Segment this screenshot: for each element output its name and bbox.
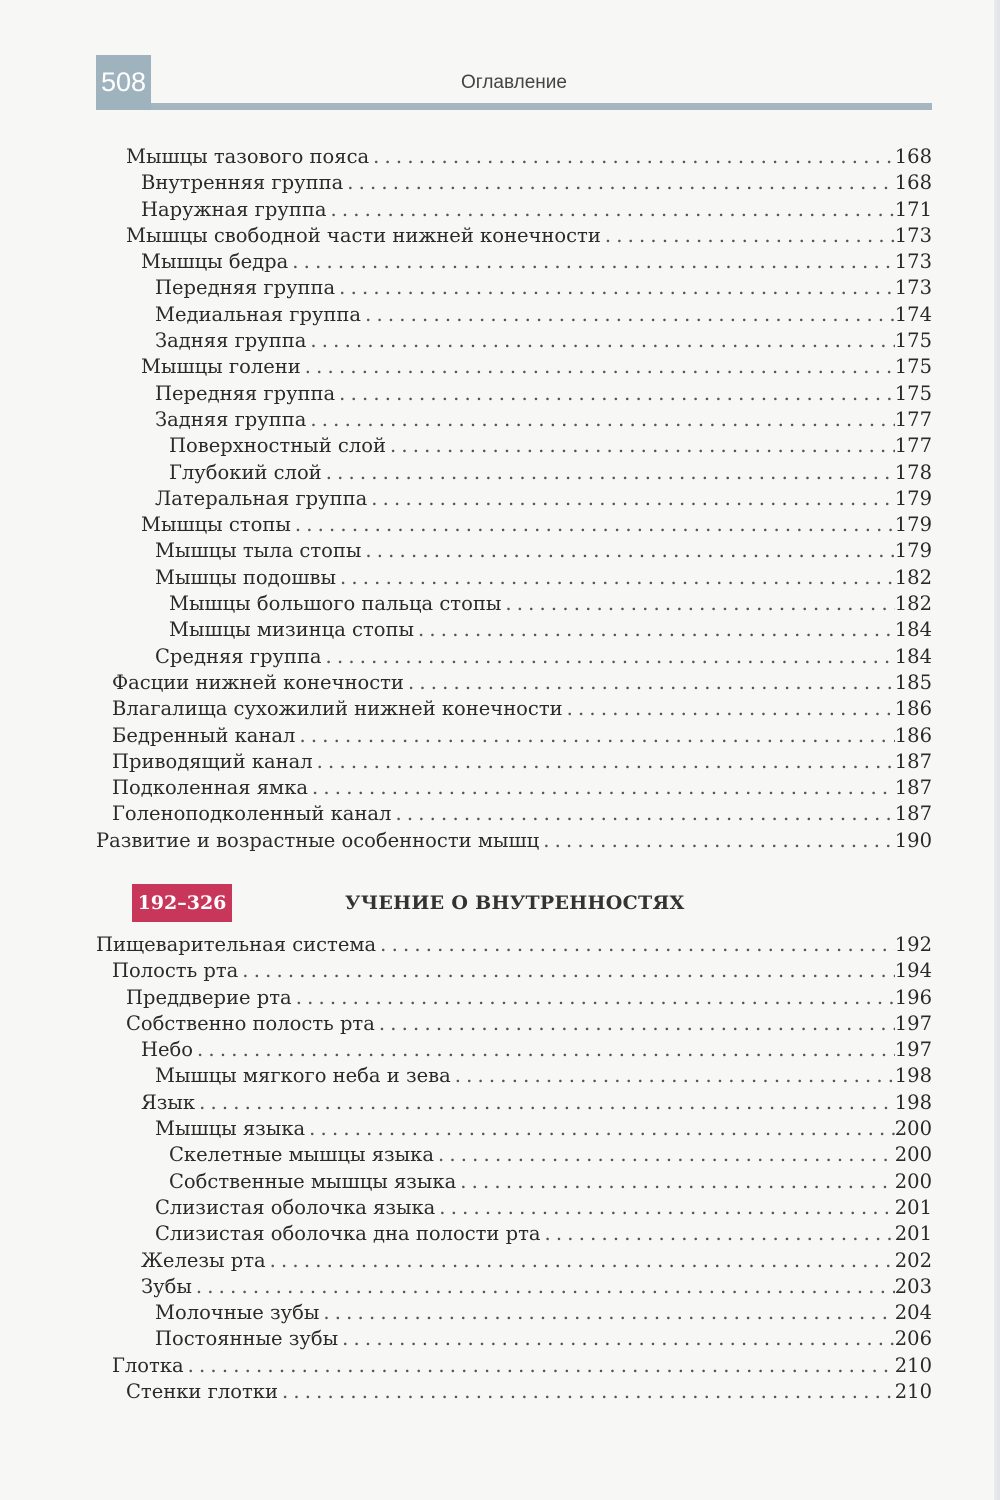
toc-entry-title: Мышцы мизинца стопы xyxy=(169,618,414,642)
toc-entry[interactable] xyxy=(96,723,932,749)
toc-entry[interactable] xyxy=(96,1326,932,1352)
toc-entry-page: 192 xyxy=(894,933,932,956)
toc-entry-title: Наружная группа xyxy=(141,197,327,221)
toc-entry[interactable] xyxy=(96,381,932,407)
toc-entry-title: Передняя группа xyxy=(155,276,336,300)
dot-leader xyxy=(367,486,895,512)
toc-entry-title: Мышцы бедра xyxy=(141,250,289,274)
toc-entry[interactable] xyxy=(96,696,932,722)
toc-entry[interactable] xyxy=(96,1142,932,1168)
dot-leader xyxy=(338,1326,895,1352)
dot-leader xyxy=(313,749,895,775)
dot-leader xyxy=(193,1037,895,1063)
toc-entry-page: 177 xyxy=(894,407,932,431)
toc-entry[interactable] xyxy=(96,1221,932,1247)
dot-leader xyxy=(456,1169,895,1195)
dot-leader xyxy=(391,801,894,827)
toc-entry[interactable] xyxy=(96,223,932,249)
dot-leader xyxy=(343,170,895,196)
toc-entry-page: 198 xyxy=(894,1090,932,1114)
toc-entry-page: 182 xyxy=(894,592,932,616)
toc-entry-page: 187 xyxy=(894,802,932,826)
toc-entry-title: Приводящий канал xyxy=(112,749,313,773)
toc-entry[interactable] xyxy=(96,1195,932,1221)
toc-entry-page: 198 xyxy=(894,1064,932,1088)
dot-leader xyxy=(319,1300,894,1326)
dot-leader xyxy=(376,932,895,958)
dot-leader xyxy=(601,223,895,249)
toc-entry-title: Голеноподколенный канал xyxy=(112,802,392,826)
toc-entry-page: 190 xyxy=(894,828,932,852)
toc-entry-title: Собственные мышцы языка xyxy=(169,1169,457,1193)
toc-entry-page: 187 xyxy=(894,776,932,800)
dot-leader xyxy=(539,828,895,854)
toc-entry-page: 210 xyxy=(894,1380,932,1404)
toc-entry-page: 171 xyxy=(894,197,932,221)
toc-entry-page: 200 xyxy=(894,1143,932,1167)
dot-leader xyxy=(563,696,895,722)
toc-entry-page: 175 xyxy=(894,381,932,405)
toc-entry[interactable] xyxy=(96,1063,932,1089)
toc-entry-title: Скелетные мышцы языка xyxy=(169,1143,434,1167)
dot-leader xyxy=(306,407,894,433)
toc-entry-title: Глотка xyxy=(112,1353,184,1377)
toc-entry-page: 200 xyxy=(894,1117,932,1141)
page-header xyxy=(96,55,932,110)
toc-entry[interactable] xyxy=(96,985,932,1011)
toc-entry-title: Мышцы голени xyxy=(141,355,301,379)
toc-entry-page: 197 xyxy=(894,1038,932,1062)
section-heading xyxy=(132,884,932,922)
toc-entry[interactable] xyxy=(96,1353,932,1379)
toc-entry-title: Мышцы тыла стопы xyxy=(155,539,362,563)
dot-leader xyxy=(322,644,895,670)
toc-entry[interactable] xyxy=(96,538,932,564)
dot-leader xyxy=(238,958,894,984)
toc-entry-page: 179 xyxy=(894,513,932,537)
toc-entry[interactable] xyxy=(96,433,932,459)
toc-entry-title: Преддверие рта xyxy=(126,985,292,1009)
dot-leader xyxy=(322,460,895,486)
toc-entry-title: Полость рта xyxy=(112,959,239,983)
toc-entry-page: 201 xyxy=(894,1222,932,1246)
toc-entry-title: Небо xyxy=(141,1038,194,1062)
toc-entry-title: Мышцы большого пальца стопы xyxy=(169,592,502,616)
toc-entry[interactable] xyxy=(96,249,932,275)
dot-leader xyxy=(451,1063,895,1089)
toc-entry-title: Мышцы стопы xyxy=(141,513,291,537)
section-title: УЧЕНИЕ О ВНУТРЕННОСТЯХ xyxy=(345,892,685,914)
toc-entry-title: Язык xyxy=(141,1090,196,1114)
dot-leader xyxy=(292,985,895,1011)
toc-entry-title: Внутренняя группа xyxy=(141,171,344,195)
dot-leader xyxy=(501,591,894,617)
toc-entry[interactable] xyxy=(96,170,932,196)
toc-entry[interactable] xyxy=(96,354,932,380)
toc-entry[interactable] xyxy=(96,1037,932,1063)
toc-entry-page: 177 xyxy=(894,434,932,458)
toc-entry[interactable] xyxy=(96,644,932,670)
dot-leader xyxy=(361,538,894,564)
toc-entry[interactable] xyxy=(96,749,932,775)
toc-entry[interactable] xyxy=(96,197,932,223)
dot-leader xyxy=(435,1195,894,1221)
toc-entry-title: Задняя группа xyxy=(155,329,307,353)
dot-leader xyxy=(184,1353,895,1379)
dot-leader xyxy=(369,144,895,170)
toc-entry[interactable] xyxy=(96,144,932,170)
toc-entry-title: Мышцы языка xyxy=(155,1117,306,1141)
toc-entry-title: Железы рта xyxy=(141,1248,266,1272)
toc-entry-page: 179 xyxy=(894,539,932,563)
toc-entry-title: Развитие и возрастные особенности мышц xyxy=(96,828,540,852)
toc-entry[interactable] xyxy=(96,512,932,538)
toc-entry[interactable] xyxy=(96,1274,932,1300)
dot-leader xyxy=(335,275,895,301)
toc-entry-title: Передняя группа xyxy=(155,381,336,405)
dot-leader xyxy=(375,1011,895,1037)
toc-entry[interactable] xyxy=(96,328,932,354)
toc-entry[interactable] xyxy=(96,670,932,696)
toc-entry-page: 178 xyxy=(894,460,932,484)
dot-leader xyxy=(295,723,894,749)
toc-entry[interactable] xyxy=(96,275,932,301)
toc-entry-title: Средняя группа xyxy=(155,644,322,668)
toc-entry-title: Стенки глотки xyxy=(126,1380,278,1404)
toc-entry[interactable] xyxy=(96,775,932,801)
toc-entry-page: 168 xyxy=(894,145,932,168)
toc-entry[interactable] xyxy=(96,1116,932,1142)
toc-entry-page: 203 xyxy=(894,1274,932,1298)
dot-leader xyxy=(192,1274,895,1300)
toc-entry-page: 173 xyxy=(894,223,932,247)
toc-entry-page: 194 xyxy=(894,959,932,983)
toc-entry-title: Постоянные зубы xyxy=(155,1327,339,1351)
toc-entry[interactable] xyxy=(96,1248,932,1274)
toc-entry[interactable] xyxy=(96,302,932,328)
header-rule xyxy=(151,103,932,110)
toc-entry-page: 186 xyxy=(894,723,932,747)
toc-entry[interactable] xyxy=(96,1090,932,1116)
toc-list-muscles xyxy=(96,144,932,854)
dot-leader xyxy=(326,197,894,223)
toc-entry-title: Подколенная ямка xyxy=(112,776,309,800)
dot-leader xyxy=(404,670,895,696)
toc-entry[interactable] xyxy=(96,932,932,958)
dot-leader xyxy=(266,1248,895,1274)
toc-entry-page: 187 xyxy=(894,749,932,773)
dot-leader xyxy=(336,565,895,591)
toc-entry-page: 179 xyxy=(894,486,932,510)
toc-entry-title: Глубокий слой xyxy=(169,460,322,484)
toc-entry[interactable] xyxy=(96,486,932,512)
toc-entry-page: 173 xyxy=(894,276,932,300)
toc-entry-title: Поверхностный слой xyxy=(169,434,386,458)
toc-entry[interactable] xyxy=(96,617,932,643)
toc-entry-page: 197 xyxy=(894,1011,932,1035)
toc-entry-title: Фасции нижней конечности xyxy=(112,670,404,694)
toc-entry[interactable] xyxy=(96,1011,932,1037)
toc-entry-page: 210 xyxy=(894,1353,932,1377)
toc-entry-title: Бедренный канал xyxy=(112,723,296,747)
toc-entry-title: Молочные зубы xyxy=(155,1301,320,1325)
toc-entry-page: 173 xyxy=(894,250,932,274)
toc-entry-title: Слизистая оболочка языка xyxy=(155,1195,436,1219)
toc-entry-title: Мышцы тазового пояса xyxy=(126,145,370,168)
toc-entry-title: Мышцы подошвы xyxy=(155,565,336,589)
toc-entry-page: 204 xyxy=(894,1301,932,1325)
dot-leader xyxy=(361,302,895,328)
toc-entry-title: Мышцы мягкого неба и зева xyxy=(155,1064,451,1088)
toc-entry-page: 185 xyxy=(894,670,932,694)
toc-entry[interactable] xyxy=(96,958,932,984)
toc-entry[interactable] xyxy=(96,591,932,617)
dot-leader xyxy=(305,1116,895,1142)
dot-leader xyxy=(288,249,894,275)
toc-entry-page: 186 xyxy=(894,697,932,721)
dot-leader xyxy=(414,617,895,643)
toc-entry[interactable] xyxy=(96,1379,932,1405)
toc-entry-page: 200 xyxy=(894,1169,932,1193)
toc-entry-title: Пищеварительная система xyxy=(96,933,377,956)
dot-leader xyxy=(541,1221,895,1247)
dot-leader xyxy=(335,381,895,407)
toc-list-viscera xyxy=(96,932,932,1405)
section-page-range-badge: 192–326 xyxy=(132,884,232,922)
dot-leader xyxy=(306,328,894,354)
dot-leader xyxy=(386,433,895,459)
toc-entry-title: Зубы xyxy=(141,1274,192,1298)
toc-entry-page: 201 xyxy=(894,1195,932,1219)
toc-entry-title: Задняя группа xyxy=(155,407,307,431)
page-number: 508 xyxy=(96,55,151,110)
toc-entry-page: 206 xyxy=(894,1327,932,1351)
toc-entry-page: 184 xyxy=(894,618,932,642)
toc-entry[interactable] xyxy=(96,828,932,854)
dot-leader xyxy=(301,354,895,380)
running-title: Оглавление xyxy=(461,72,567,93)
toc-entry-title: Слизистая оболочка дна полости рта xyxy=(155,1222,541,1246)
toc-entry-page: 175 xyxy=(894,355,932,379)
toc-entry-page: 174 xyxy=(894,302,932,326)
toc-entry-page: 202 xyxy=(894,1248,932,1272)
toc-entry[interactable] xyxy=(96,1300,932,1326)
toc-entry-page: 175 xyxy=(894,329,932,353)
page-edge xyxy=(994,0,1000,1500)
dot-leader xyxy=(434,1142,895,1168)
toc-entry[interactable] xyxy=(96,565,932,591)
toc-entry-title: Латеральная группа xyxy=(155,486,368,510)
dot-leader xyxy=(291,512,895,538)
toc-entry[interactable] xyxy=(96,460,932,486)
toc-entry-title: Медиальная группа xyxy=(155,302,362,326)
toc-entry[interactable] xyxy=(96,407,932,433)
toc-entry-page: 196 xyxy=(894,985,932,1009)
toc-entry-title: Мышцы свободной части нижней конечности xyxy=(126,223,601,247)
toc-entry-title: Собственно полость рта xyxy=(126,1011,375,1035)
dot-leader xyxy=(308,775,895,801)
toc-entry-page: 184 xyxy=(894,644,932,668)
toc-entry-page: 182 xyxy=(894,565,932,589)
dot-leader xyxy=(278,1379,895,1405)
toc-entry-title: Влагалища сухожилий нижней конечности xyxy=(112,697,563,721)
dot-leader xyxy=(195,1090,895,1116)
toc-entry-page: 168 xyxy=(894,171,932,195)
toc-entry[interactable] xyxy=(96,801,932,827)
toc-entry[interactable] xyxy=(96,1169,932,1195)
